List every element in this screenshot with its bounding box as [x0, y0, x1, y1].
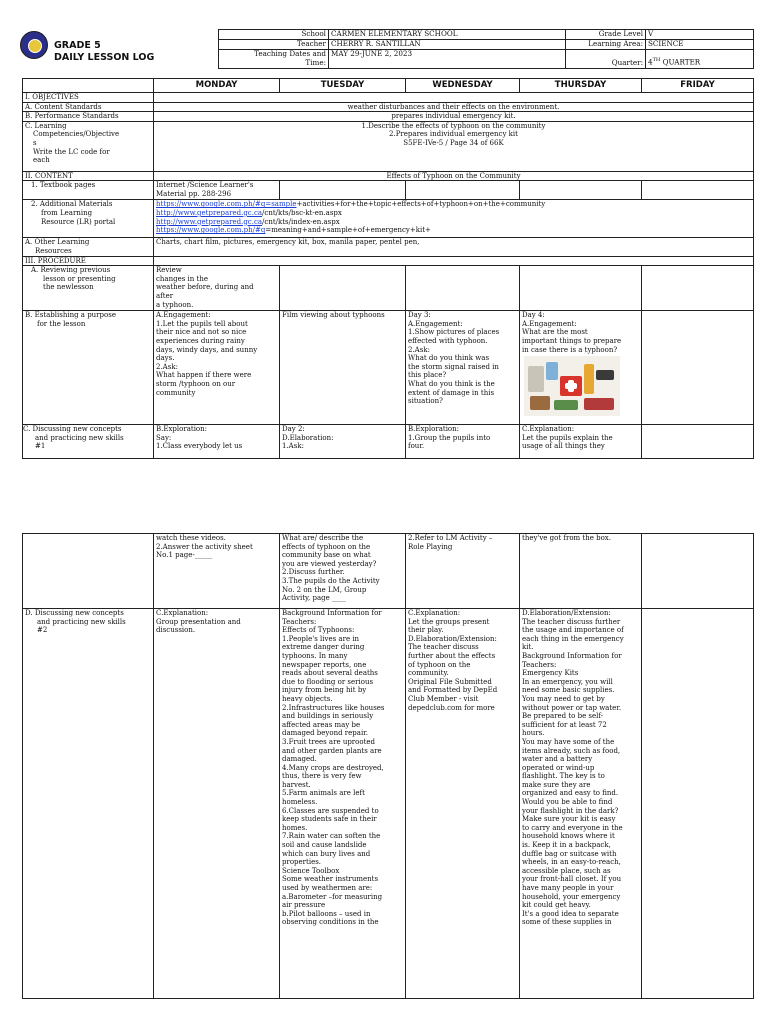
- wednesday-exploration: B.Exploration: 1.Group the pupils into four.: [406, 425, 520, 459]
- grade-level-label: Grade Level: [566, 30, 646, 40]
- link-google-activities[interactable]: https://www.google.com.ph/#q=sample: [156, 200, 297, 209]
- learning-area-label: Learning Area:: [566, 40, 646, 50]
- teacher-value: CHERRY R. SANTILLAN: [329, 40, 566, 50]
- additional-materials-label: 2. Additional Materials from Learning Resource (LR) portal: [23, 200, 154, 238]
- content-standards-label: A. Content Standards: [23, 102, 154, 112]
- tuesday-elaboration-cont: What are/ describe the effects of typhoon on the community base on what you are viewed yesterday? 2.Discuss further. 3.The pupils do the Activity No. 2 on the LM, Group Activity, page ____: [280, 534, 406, 609]
- learning-area-value: SCIENCE: [646, 40, 754, 50]
- header-info-table: [218, 29, 754, 69]
- teacher-label: Teacher: [219, 40, 329, 50]
- school-label: School: [219, 30, 329, 40]
- emergency-kit-image: [524, 356, 620, 416]
- textbook-value: Internet /Science Learner's Material pp. 288-296: [154, 181, 280, 200]
- concepts-1-label: C. Discussing new concepts and practicing new skills #1: [23, 425, 154, 459]
- wednesday-explanation: C.Explanation: Let the groups present their play. D.Elaboration/Extension: The teacher discuss further about the effects of typhoon on the community. Original File Submitted and Formatted by DepEd Club Member - visit depedclub.com for more: [406, 609, 520, 999]
- other-resources-label: A. Other Learning Resources: [23, 238, 154, 256]
- dates-label: Teaching Dates and Time:: [219, 50, 329, 69]
- content-heading: II. CONTENT: [23, 171, 154, 181]
- thursday-elaboration: D.Elaboration/Extension: The teacher discuss further the usage and importance of each thing in the emergency kit. Background Information for Teachers: Emergency Kits In an emergency, you will need some basic supplies. You may need to get by without power or tap water. Be prepared to be self- sufficient for at least 72 hours. You may have some of the items already, such as food, water and a battery operated or wind-up flashlight. The key is to make sure they are organized and easy to find. Would you be able to find your flashlight in the dark? Make sure your kit is easy to carry and everyone in the household knows where it is. Keep it in a backpack, duffle bag or suitcase with wheels, in an easy-to-reach, accessible place, such as your front-hall closet. If you have many people in your household, your emergency kit could get heavy. It's a good idea to separate some of these supplies in: [520, 609, 642, 999]
- monday-engagement: A.Engagement: 1.Let the pupils tell about their nice and not so nice experiences during rainy days, windy days, and sunny days. 2.Ask: What happen if there were storm /typhoon on our community: [154, 311, 280, 425]
- day-monday: MONDAY: [154, 79, 280, 93]
- purpose-label: B. Establishing a purpose for the lesson: [23, 311, 154, 425]
- dates-value: MAY 29-JUNE 2, 2023: [329, 50, 566, 69]
- performance-standards-label: B. Performance Standards: [23, 112, 154, 122]
- thursday-engagement: Day 4: A.Engagement: What are the most important things to prepare in case there is a typhoon?: [520, 311, 642, 425]
- thursday-explanation-cont: they've got from the box.: [520, 534, 642, 609]
- additional-materials-links: https://www.google.com.ph/#q=sample+activities+for+the+topic+effects+of+typhoon+on+the+community http://www.getprepared.gc.ca/cnt/kts/bsc-kt-en.aspx http://www.getprepared.gc.ca/cnt/kts/index-en.aspx https://www.google.com.ph/#q=meaning+and+sample+of+emergency+kit+: [154, 200, 754, 238]
- tuesday-background-info: Background Information for Teachers: Effects of Typhoons: 1.People's lives are in extreme danger during typhoons. In many newspaper reports, one reads about several deaths due to flooding or serious injury from being hit by heavy objects. 2.Infrastructures like houses and buildings in seriously affected areas may be damaged beyond repair. 3.Fruit trees are uprooted and other garden plants are damaged. 4.Many crops are destroyed, thus, there is very few harvest. 5.Farm animals are left homeless. 6.Classes are suspended to keep students safe in their homes. 7.Rain water can soften the soil and cause landslide which can bury lives and properties. Science Toolbox Some weather instruments used by weathermen are: a.Barometer –for measuring air pressure b.Pilot balloons – used in observing conditions in the: [280, 609, 406, 999]
- link-getprepared-basic-kit[interactable]: http://www.getprepared.gc.ca: [156, 208, 263, 217]
- performance-standards-value: prepares individual emergency kit.: [154, 112, 754, 122]
- page-2: [0, 525, 768, 1024]
- textbook-label: 1. Textbook pages: [23, 181, 154, 200]
- quarter-value: 4TH QUARTER: [646, 50, 754, 69]
- procedure-heading: III. PROCEDURE: [23, 256, 154, 266]
- monday-explanation: C.Explanation: Group presentation and discussion.: [154, 609, 280, 999]
- grade-title: GRADE 5: [54, 40, 101, 51]
- page-1: [0, 0, 768, 470]
- quarter-label: Quarter:: [566, 50, 646, 69]
- competencies-label: C. Learning Competencies/Objective s Write the LC code for each: [23, 121, 154, 171]
- lesson-log-table-continued: [22, 533, 754, 999]
- concepts-2-label: D. Discussing new concepts and practicing new skills #2: [23, 609, 154, 999]
- days-header-row: [23, 79, 754, 93]
- review-label: A. Reviewing previous lesson or presenting the newlesson: [23, 266, 154, 311]
- wednesday-role-playing: 2.Refer to LM Activity – Role Playing: [406, 534, 520, 609]
- other-resources-value: Charts, chart film, pictures, emergency kit, box, manila paper, pentel pen,: [154, 238, 754, 256]
- competencies-value: 1.Describe the effects of typhoon on the community 2.Prepares individual emergency kit S5FE-IVe-5 / Page 34 of 66K: [154, 121, 754, 171]
- tuesday-elaboration: Day 2: D.Elaboration: 1.Ask:: [280, 425, 406, 459]
- school-value: CARMEN ELEMENTARY SCHOOL: [329, 30, 566, 40]
- page-gap: [0, 470, 768, 525]
- monday-exploration: B.Exploration: Say: 1.Class everybody let us: [154, 425, 280, 459]
- content-value: Effects of Typhoon on the Community: [154, 171, 754, 181]
- monday-exploration-cont: watch these videos. 2.Answer the activity sheet No.1 page-_____: [154, 534, 280, 609]
- day-thursday: THURSDAY: [520, 79, 642, 93]
- thursday-explanation: C.Explanation: Let the pupils explain the usage of all things they: [520, 425, 642, 459]
- grade-level-value: V: [646, 30, 754, 40]
- monday-review: Review changes in the weather before, during and after a typhoon.: [154, 266, 280, 311]
- deped-seal-icon: [20, 31, 48, 59]
- log-title: DAILY LESSON LOG: [54, 52, 155, 63]
- link-getprepared-index[interactable]: http://www.getprepared.gc.ca: [156, 217, 263, 226]
- day-tuesday: TUESDAY: [280, 79, 406, 93]
- lesson-log-table: [22, 78, 754, 459]
- content-standards-value: weather disturbances and their effects on the environment.: [154, 102, 754, 112]
- day-wednesday: WEDNESDAY: [406, 79, 520, 93]
- link-google-emergency-kit[interactable]: https://www.google.com.ph/#q: [156, 226, 266, 235]
- wednesday-engagement: Day 3: A.Engagement: 1.Show pictures of places effected with typhoon. 2.Ask: What do you think was the storm signal raised in this place? What do you think is the extent of damage in this situation?: [406, 311, 520, 425]
- objectives-heading: I. OBJECTIVES: [23, 93, 154, 103]
- tuesday-film-viewing: Film viewing about typhoons: [280, 311, 406, 425]
- day-friday: FRIDAY: [642, 79, 754, 93]
